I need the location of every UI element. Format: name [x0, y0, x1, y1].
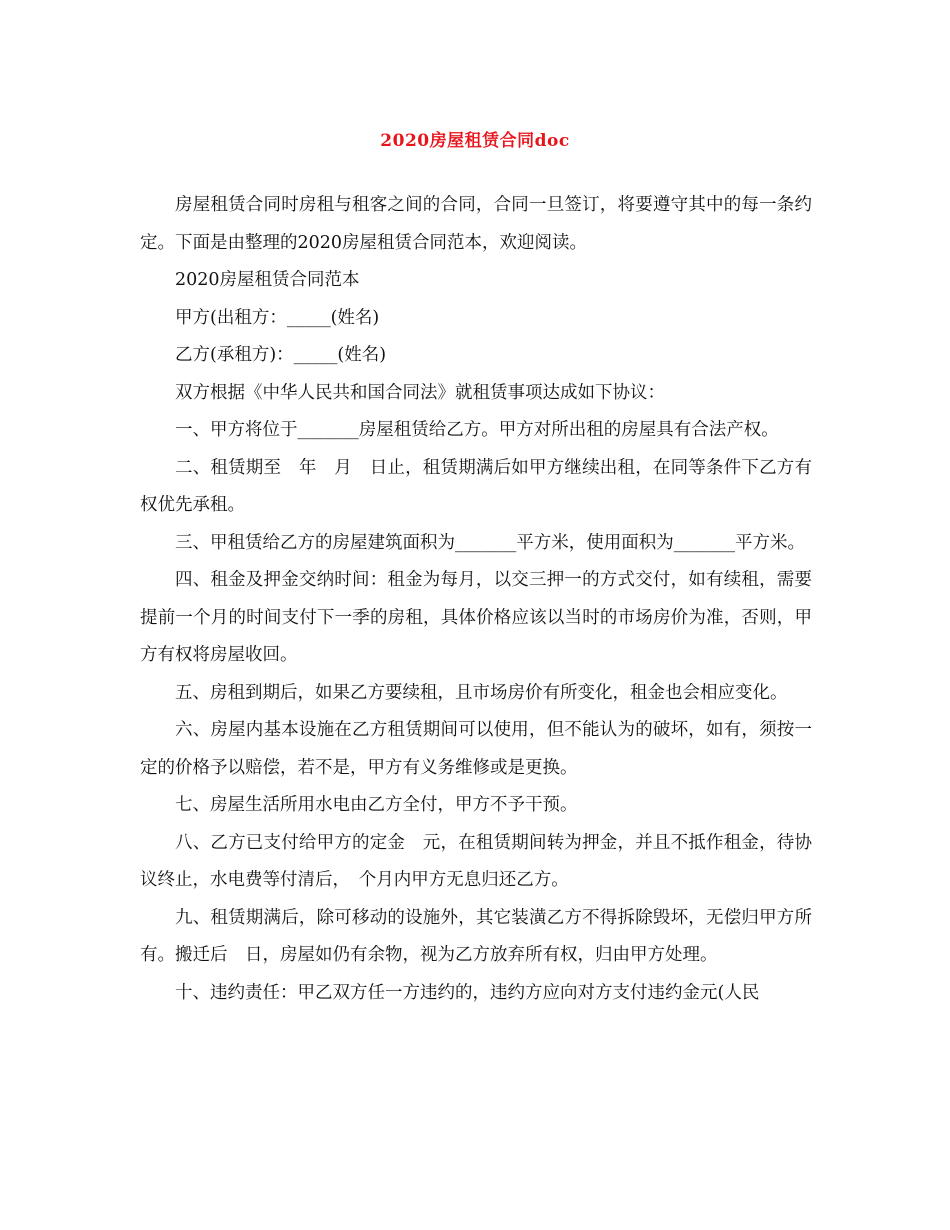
- subtitle-paragraph: 2020房屋租赁合同范本: [175, 270, 360, 290]
- clause-2: 二、租赁期至 年 月 日止，租赁期满后如甲方继续出租，在同等条件下乙方有权优先承租。: [140, 457, 812, 515]
- intro-paragraph: 房屋租赁合同时房租与租客之间的合同，合同一旦签订，将要遵守其中的每一条约定。下面是由整理的2020房屋租赁合同范本，欢迎阅读。: [140, 195, 812, 253]
- clause-3: 三、甲租赁给乙方的房屋建筑面积为_______平方米，使用面积为_______平方米。: [175, 532, 805, 553]
- agreement-preamble: 双方根据《中华人民共和国合同法》就租赁事项达成如下协议：: [175, 382, 665, 403]
- clause-10: 十、违约责任：甲乙双方任一方违约的，违约方应向对方支付违约金元(人民: [175, 982, 760, 1003]
- clause-6: 六、房屋内基本设施在乙方租赁期间可以使用，但不能认为的破坏，如有，须按一定的价格予以赔偿，若不是，甲方有义务维修或是更换。: [140, 720, 812, 778]
- clause-1: 一、甲方将位于_______房屋租赁给乙方。甲方对所出租的房屋具有合法产权。: [175, 420, 779, 440]
- clause-5: 五、房租到期后，如果乙方要续租，且市场房价有所变化，租金也会相应变化。: [175, 682, 788, 703]
- document-title: 2020房屋租赁合同doc: [380, 131, 570, 151]
- clause-7: 七、房屋生活所用水电由乙方全付，甲方不予干预。: [175, 795, 578, 815]
- clause-8: 八、乙方已支付给甲方的定金 元，在租赁期间转为押金，并且不抵作租金，待协议终止，水电费等付清后， 个月内甲方无息归还乙方。: [140, 832, 812, 890]
- clause-4: 四、租金及押金交纳时间：租金为每月，以交三押一的方式交付，如有续租，需要提前一个月的时间支付下一季的房租，具体价格应该以当时的市场房价为准，否则，甲方有权将房屋收回。: [140, 570, 812, 665]
- party-b-line: 乙方(承租方)：_____(姓名): [175, 345, 387, 365]
- party-a-line: 甲方(出租方：_____(姓名): [175, 307, 380, 328]
- clause-9: 九、租赁期满后，除可移动的设施外，其它装潢乙方不得拆除毁坏，无偿归甲方所有。搬迁后 日，房屋如仍有余物，视为乙方放弃所有权，归由甲方处理。: [140, 907, 812, 965]
- document-body: [140, 187, 812, 1012]
